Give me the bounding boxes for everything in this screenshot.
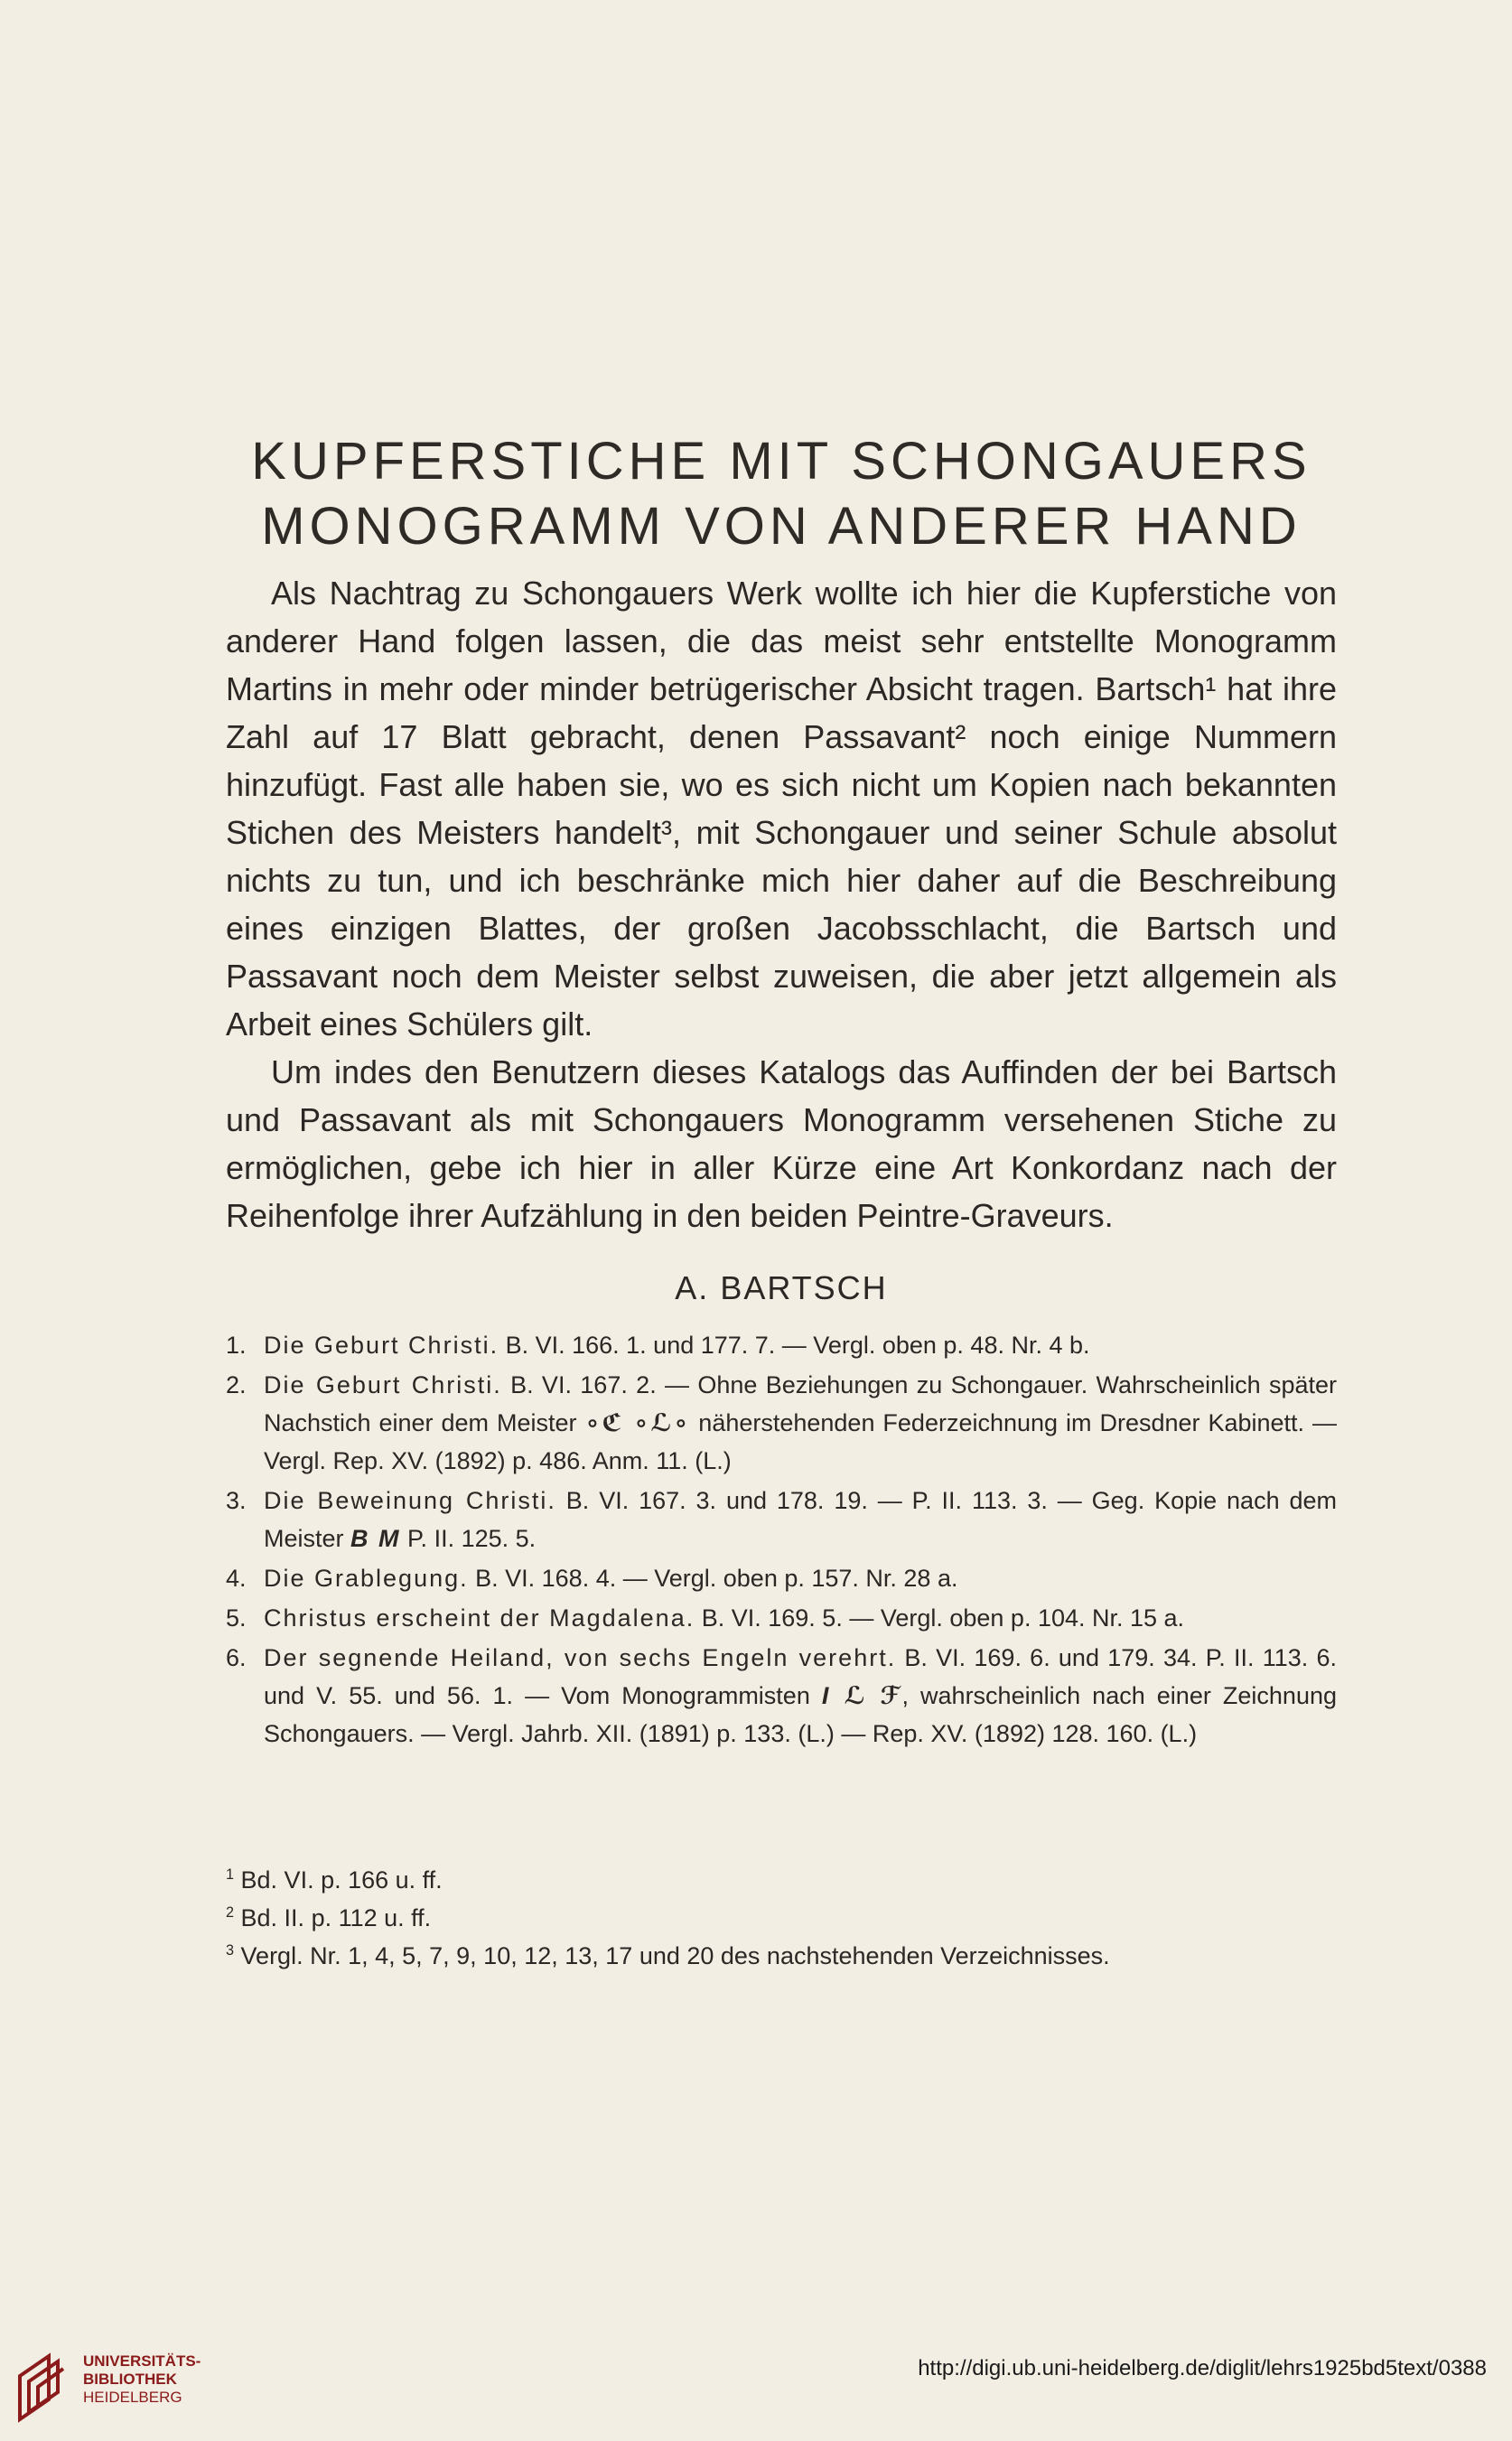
entry-text: B. VI. 166. 1. und 177. 7. — Vergl. oben p. 48. Nr. 4 b. xyxy=(499,1332,1090,1359)
monogram-mark: I ℒ ℱ xyxy=(821,1682,902,1709)
library-logo-icon xyxy=(13,2349,67,2423)
catalog-entry xyxy=(226,1366,1337,1480)
footnote-text: Bd. II. p. 112 u. ff. xyxy=(240,1904,432,1931)
library-name: UNIVERSITÄTS- BIBLIOTHEK HEIDELBERG xyxy=(83,2352,201,2406)
source-url-link[interactable]: http://digi.ub.uni-heidelberg.de/diglit/lehrs1925bd5text/0388 xyxy=(918,2356,1487,2380)
footer-bar xyxy=(0,2340,1512,2441)
catalog-entry xyxy=(226,1559,1337,1597)
entry-text-pre: B. VI. 167. 3. und 178. 19. — P. II. 113. 3. — Geg. Kopie nach dem Meister xyxy=(264,1487,1337,1552)
entry-text: , wahrscheinlich nach einer Zeichnung Schongauers. — Vergl. Jahrb. XII. (1891) p. 133. (L.) — Rep. XV. (1892) 128. 160. (L.) xyxy=(264,1682,1337,1747)
heading-line-1: KUPFERSTICHE MIT SCHONGAUERS xyxy=(251,432,1311,491)
footnote xyxy=(226,1937,1337,1975)
heading-line-2: MONOGRAMM VON ANDERER HAND xyxy=(261,497,1302,556)
entry-text-pre: B. VI. 167. 2. — Ohne Beziehungen zu Schongauer. Wahrscheinlich später Nachstich einer dem Meister xyxy=(264,1371,1337,1436)
footnote-mark: 1 xyxy=(226,1866,235,1883)
monogram-mark: B M xyxy=(350,1525,401,1552)
footnote-text: Vergl. Nr. 1, 4, 5, 7, 9, 10, 12, 13, 17 und 20 des nachstehenden Verzeichnisses. xyxy=(240,1942,1110,1969)
paragraph-1: Als Nachtrag zu Schongauers Werk wollte ich hier die Kupferstiche von anderer Hand folgen lassen, die das meist sehr entstellte Monogramm Martins in mehr oder minder betrügerischer Absicht tragen. Bartsch¹ hat ihre Zahl auf 17 Blatt gebracht, denen Passavant² noch einige Nummern hinzufügt. Fast alle haben sie, wo es sich nicht um Kopien nach bekannten Stichen des Meisters handelt³, mit Schongauer und seiner Schule absolut nichts zu tun, und ich beschränke mich hier daher auf die Beschreibung eines einzigen Blattes, der großen Jacobsschlacht, die Bartsch und Passavant noch dem Meister selbst zuweisen, die aber jetzt allgemein als Arbeit eines Schülers gilt. xyxy=(226,575,1337,1043)
entry-number: 2. xyxy=(226,1371,247,1398)
section-title: A. BARTSCH xyxy=(675,1269,888,1306)
entry-title: Die Geburt Christi. xyxy=(264,1371,502,1398)
catalog-entry xyxy=(226,1599,1337,1637)
paragraph-2: Um indes den Benutzern dieses Katalogs das Auffinden der bei Bartsch und Passavant als mit Schongauers Monogramm versehenen Stiche zu ermöglichen, gebe ich hier in aller Kürze eine Art Konkordanz nach der Reihenfolge ihrer Aufzählung in den beiden Peintre-Graveurs. xyxy=(226,1053,1337,1234)
entry-list xyxy=(226,1326,1337,1754)
footnote-text: Bd. VI. p. 166 u. ff. xyxy=(240,1866,443,1894)
section-heading xyxy=(226,1269,1337,1307)
entry-number: 4. xyxy=(226,1565,247,1592)
entry-text: B. VI. 168. 4. — Vergl. oben p. 157. Nr. 28 a. xyxy=(468,1565,958,1592)
entry-title: Die Grablegung. xyxy=(264,1565,469,1592)
entry-text-pre: B. VI. 169. 6. und 179. 34. P. II. 113. 6. und V. 55. und 56. 1. — Vom Monogrammisten xyxy=(264,1644,1337,1709)
entry-title: Der segnende Heiland, von sechs Engeln verehrt. xyxy=(264,1644,897,1671)
catalog-entry xyxy=(226,1326,1337,1364)
entry-text: P. II. 125. 5. xyxy=(400,1525,537,1552)
entry-body xyxy=(264,1599,1337,1637)
catalog-entry xyxy=(226,1639,1337,1753)
footnote xyxy=(226,1861,1337,1899)
entry-number: 6. xyxy=(226,1644,247,1671)
entry-title: Die Beweinung Christi. xyxy=(264,1487,556,1514)
entry-text: B. VI. 169. 5. — Vergl. oben p. 104. Nr. 15 a. xyxy=(695,1604,1185,1632)
entry-title: Die Geburt Christi. xyxy=(264,1332,499,1359)
entry-body xyxy=(264,1326,1337,1364)
chapter-heading xyxy=(226,429,1337,559)
entry-number: 5. xyxy=(226,1604,247,1632)
entry-body xyxy=(264,1482,1337,1557)
entry-number: 1. xyxy=(226,1332,247,1359)
entry-body xyxy=(264,1559,1337,1597)
entry-title: Christus erscheint der Magdalena. xyxy=(264,1604,695,1632)
entry-text: näherstehenden Federzeichnung im Dresdner Kabinett. — Vergl. Rep. XV. (1892) p. 486. Anm. 11. (L.) xyxy=(264,1409,1337,1474)
footnote-mark: 3 xyxy=(226,1942,235,1959)
entry-number: 3. xyxy=(226,1487,247,1514)
entry-body xyxy=(264,1639,1337,1753)
footnote xyxy=(226,1899,1337,1937)
footnotes xyxy=(226,1861,1337,1975)
body-text xyxy=(226,569,1337,1239)
catalog-entry xyxy=(226,1482,1337,1557)
footnote-mark: 2 xyxy=(226,1904,235,1921)
entry-body xyxy=(264,1366,1337,1480)
monogram-mark: ∘ℭ ∘ℒ∘ xyxy=(584,1409,691,1436)
